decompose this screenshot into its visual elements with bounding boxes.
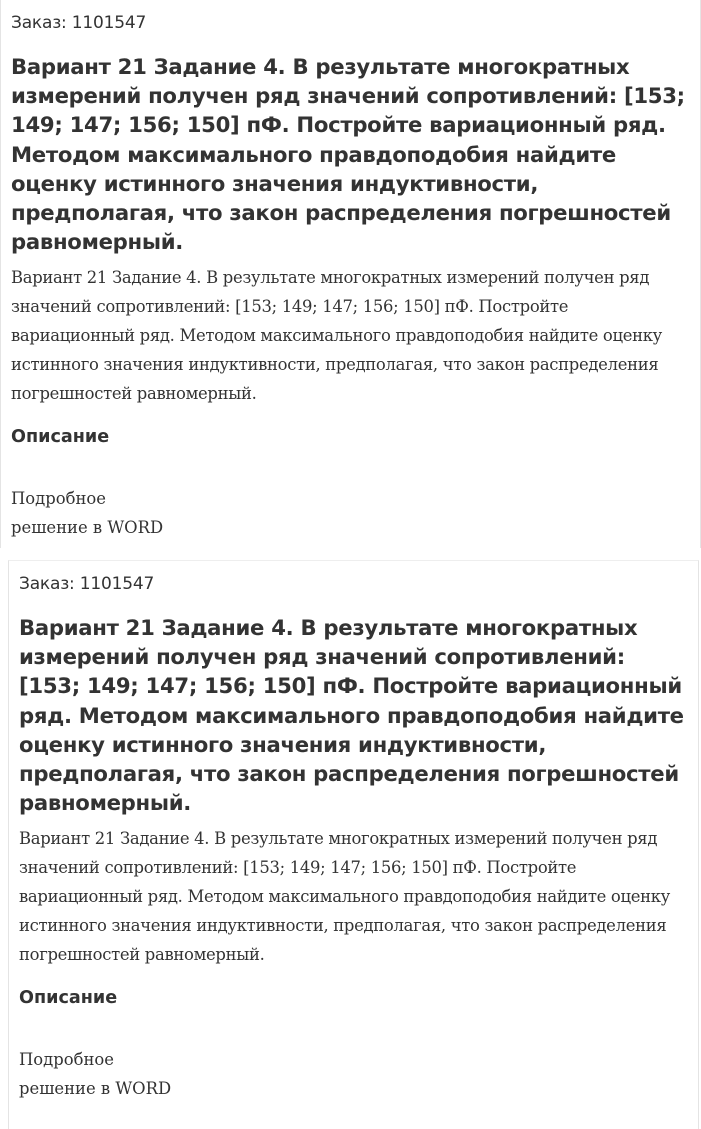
- order-card: [0, 0, 701, 548]
- task-title: Вариант 21 Задание 4. В результате многократных измерений получен ряд значений сопротивлений: [153; 149; 147; 156; 150] пФ. Постройте вариационный ряд. Методом максимального правдоподобия найдите оценку истинного значения индуктивности, предполагая, что закон распределения погрешностей равномерный.: [11, 54, 685, 255]
- detail-line-2: решение в WORD: [19, 1079, 172, 1099]
- detail-line-1: Подробное: [11, 489, 106, 509]
- section-heading: Описание: [11, 427, 110, 448]
- task-description: Вариант 21 Задание 4. В результате многократных измерений получен ряд значений сопротивлений: [153; 149; 147; 156; 150] пФ. Постройте вариационный ряд. Методом максимального правдоподобия найдите оценку истинного значения индуктивности, предполагая, что закон распределения погрешностей равномерный.: [19, 829, 671, 964]
- task-title: Вариант 21 Задание 4. В результате многократных измерений получен ряд значений сопротивлений: [153; 149; 147; 156; 150] пФ. Постройте вариационный ряд. Методом максимального правдоподобия найдите оценку истинного значения индуктивности, предполагая, что закон распределения погрешностей равномерный.: [19, 615, 684, 816]
- section-heading: Описание: [19, 988, 118, 1009]
- order-number: Заказ: 1101547: [11, 13, 147, 33]
- detail-line-1: Подробное: [19, 1050, 114, 1070]
- order-number: Заказ: 1101547: [19, 574, 155, 594]
- task-description: Вариант 21 Задание 4. В результате многократных измерений получен ряд значений сопротивлений: [153; 149; 147; 156; 150] пФ. Постройте вариационный ряд. Методом максимального правдоподобия найдите оценку истинного значения индуктивности, предполагая, что закон распределения погрешностей равномерный.: [11, 268, 663, 403]
- order-card: [8, 560, 699, 1129]
- detail-line-2: решение в WORD: [11, 518, 164, 538]
